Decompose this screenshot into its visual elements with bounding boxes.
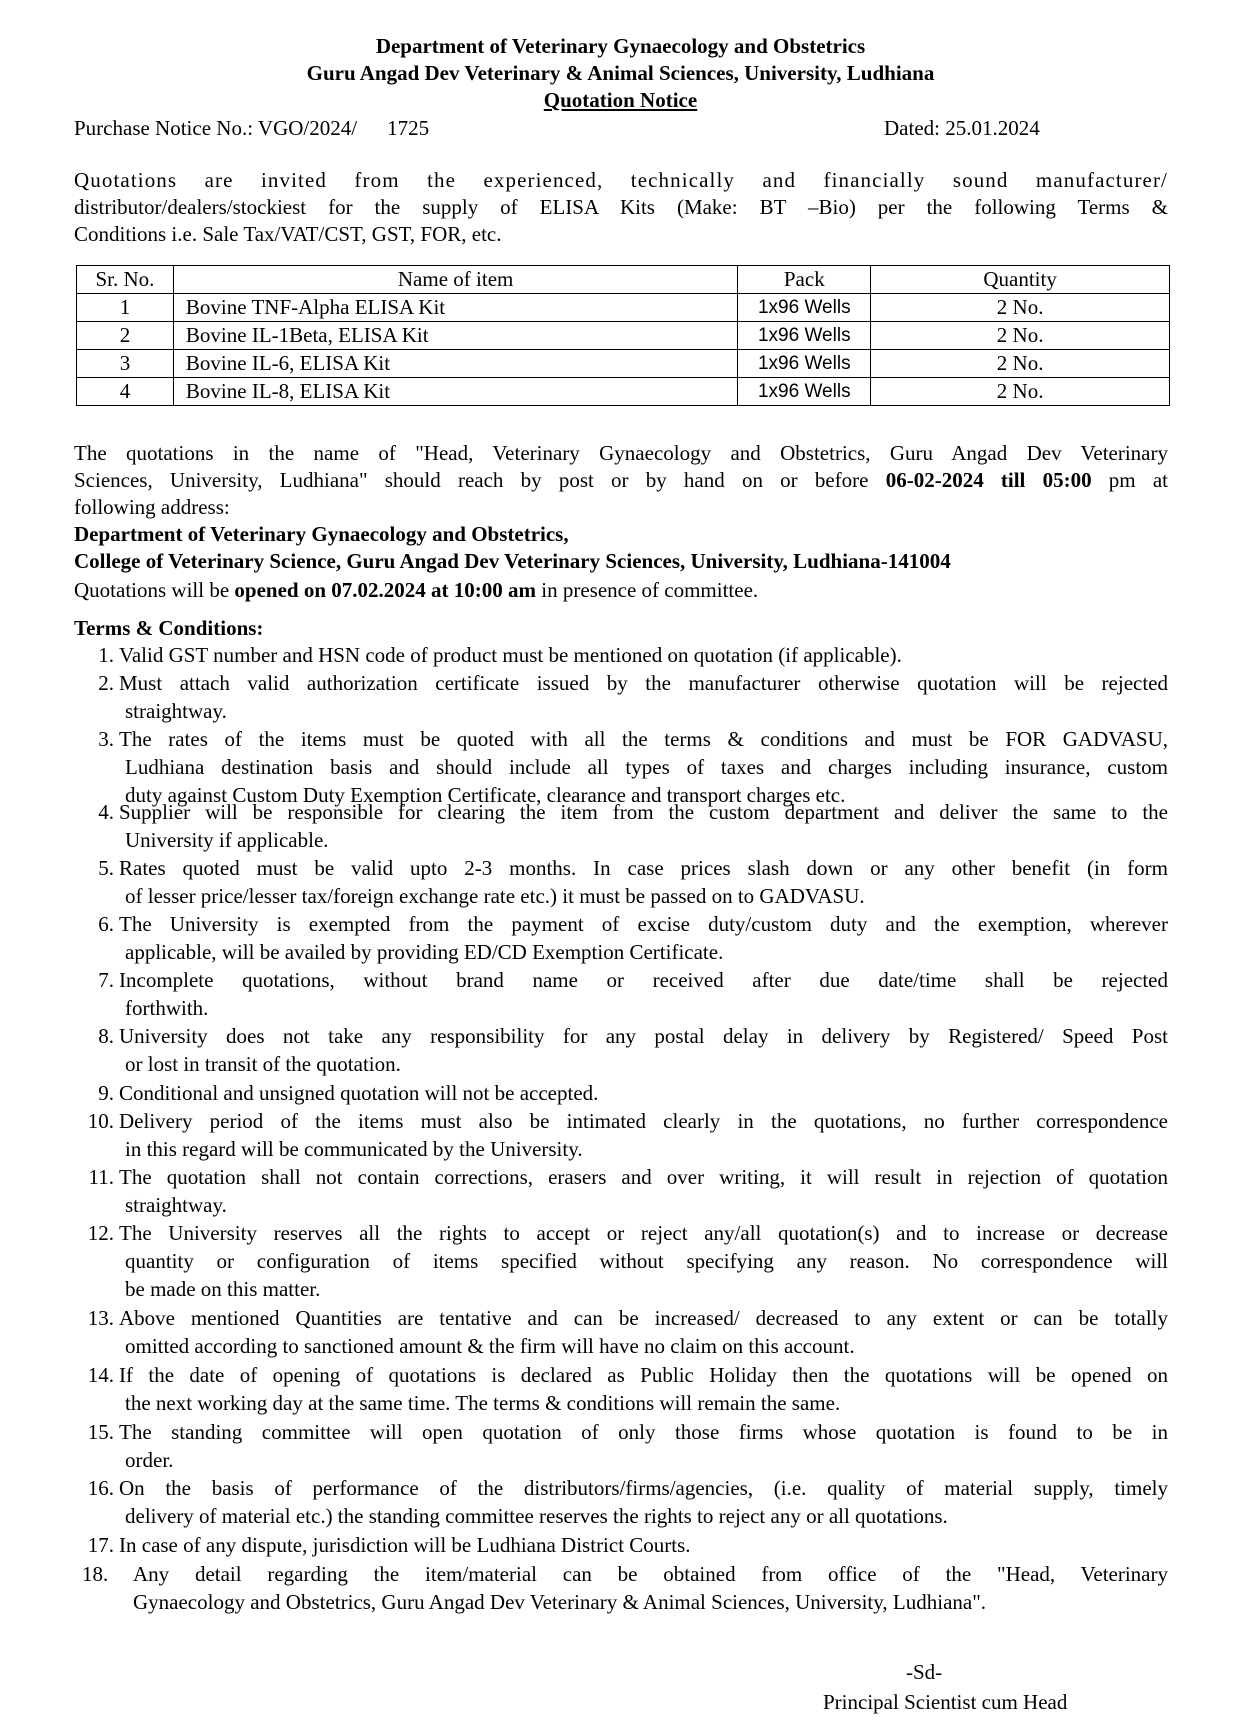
quantity-cell: 2 No. — [871, 322, 1170, 350]
term-number: 5. — [98, 856, 114, 880]
sr-no-cell: 4 — [77, 378, 174, 406]
term-number: 10. — [87, 1109, 114, 1133]
department-heading: Department of Veterinary Gynaecology and Obstetrics — [375, 34, 866, 58]
term-number: 16. — [87, 1476, 114, 1500]
table-row — [77, 350, 1170, 378]
term-line: In case of any dispute, jurisdiction will be Ludhiana District Courts. — [119, 1533, 691, 1557]
address-line: College of Veterinary Science, Guru Angad Dev Veterinary Sciences, University, Ludhiana-141004 — [74, 549, 951, 573]
deadline-text: 06-02-2024 till 05:00 — [885, 468, 1092, 492]
term-number: 6. — [98, 912, 114, 936]
term-number: 18. — [82, 1562, 109, 1586]
term-line: straightway. — [125, 699, 227, 723]
term-number: 12. — [87, 1221, 114, 1245]
term-line: Above mentioned Quantities are tentative and can be increased/ decreased to any extent or can be totally — [119, 1306, 1168, 1330]
term-line: The University reserves all the rights to accept or reject any/all quotation(s) and to increase or decrease — [119, 1221, 1168, 1245]
term-number: 8. — [98, 1024, 114, 1048]
item-name-cell: Bovine IL-1Beta, ELISA Kit — [173, 322, 737, 350]
term-line: The rates of the items must be quoted with all the terms & conditions and must be FOR GADVASU, — [119, 727, 1168, 751]
pack-cell: 1x96 Wells — [738, 378, 871, 406]
submission-line: The quotations in the name of "Head, Veterinary Gynaecology and Obstetrics, Guru Angad Dev Veterinary — [74, 441, 1168, 465]
term-line: Incomplete quotations, without brand name or received after due date/time shall be rejected — [119, 968, 1168, 992]
items-table — [76, 265, 1170, 406]
term-line: quantity or configuration of items specified without specifying any reason. No correspondence will — [125, 1249, 1168, 1273]
sr-no-cell: 2 — [77, 322, 174, 350]
submission-line: following address: — [74, 495, 230, 519]
pack-cell: 1x96 Wells — [738, 294, 871, 322]
table-row — [77, 294, 1170, 322]
term-line: Conditional and unsigned quotation will not be accepted. — [119, 1081, 599, 1105]
term-line: in this regard will be communicated by the University. — [125, 1137, 583, 1161]
intro-line: distributor/dealers/stockiest for the supply of ELISA Kits (Make: BT –Bio) per the following Terms & — [74, 195, 1168, 219]
opening-line: Quotations will be opened on 07.02.2024 at 10:00 am in presence of committee. — [74, 578, 759, 602]
column-header: Pack — [738, 266, 871, 294]
quantity-cell: 2 No. — [871, 294, 1170, 322]
intro-line: Conditions i.e. Sale Tax/VAT/CST, GST, FOR, etc. — [74, 222, 502, 246]
intro-line: Quotations are invited from the experienced, technically and financially sound manufacturer/ — [74, 168, 1168, 192]
term-line: Supplier will be responsible for clearing the item from the custom department and deliver the same to the — [119, 800, 1168, 824]
term-line: The standing committee will open quotation of only those firms whose quotation is found to be in — [119, 1420, 1168, 1444]
term-line: of lesser price/lesser tax/foreign exchange rate etc.) it must be passed on to GADVASU. — [125, 884, 865, 908]
sr-no-cell: 1 — [77, 294, 174, 322]
term-line: The quotation shall not contain corrections, erasers and over writing, it will result in rejection of quotation — [119, 1165, 1168, 1189]
term-number: 13. — [87, 1306, 114, 1330]
table-header-row — [77, 266, 1170, 294]
university-heading: Guru Angad Dev Veterinary & Animal Sciences, University, Ludhiana — [306, 61, 935, 85]
address-line: Department of Veterinary Gynaecology and Obstetrics, — [74, 522, 569, 546]
term-line: University does not take any responsibility for any postal delay in delivery by Registered/ Speed Post — [119, 1024, 1168, 1048]
quantity-cell: 2 No. — [871, 350, 1170, 378]
term-line: The University is exempted from the payment of excise duty/custom duty and the exemption, wherever — [119, 912, 1168, 936]
term-number: 9. — [98, 1081, 114, 1105]
term-line: straightway. — [125, 1193, 227, 1217]
quantity-cell: 2 No. — [871, 378, 1170, 406]
term-line: be made on this matter. — [125, 1277, 321, 1301]
term-line: Any detail regarding the item/material can be obtained from office of the "Head, Veterinary — [133, 1562, 1168, 1586]
term-number: 4. — [98, 800, 114, 824]
term-number: 1. — [98, 643, 114, 667]
notice-number: 1725 — [387, 116, 430, 140]
table-row — [77, 322, 1170, 350]
item-name-cell: Bovine IL-6, ELISA Kit — [173, 350, 737, 378]
term-number: 17. — [87, 1533, 114, 1557]
submission-line: Sciences, University, Ludhiana" should reach by post or by hand on or before 06-02-2024 till 05:00 pm at — [74, 468, 1168, 492]
term-line: duty against Custom Duty Exemption Certificate, clearance and transport charges etc. — [125, 783, 846, 807]
term-line: forthwith. — [125, 996, 209, 1020]
term-line: or lost in transit of the quotation. — [125, 1052, 401, 1076]
term-line: Ludhiana destination basis and should include all types of taxes and charges including insurance, custom — [125, 755, 1168, 779]
term-line: order. — [125, 1448, 174, 1472]
sr-no-cell: 3 — [77, 350, 174, 378]
term-number: 11. — [88, 1165, 114, 1189]
term-number: 2. — [98, 671, 114, 695]
item-name-cell: Bovine TNF-Alpha ELISA Kit — [173, 294, 737, 322]
column-header: Name of item — [173, 266, 737, 294]
column-header: Quantity — [871, 266, 1170, 294]
term-number: 3. — [98, 727, 114, 751]
term-line: Must attach valid authorization certificate issued by the manufacturer otherwise quotation will be rejected — [119, 671, 1168, 695]
table-row — [77, 378, 1170, 406]
term-line: Rates quoted must be valid upto 2-3 months. In case prices slash down or any other benefit (in form — [119, 856, 1168, 880]
term-number: 15. — [87, 1420, 114, 1444]
term-line: delivery of material etc.) the standing committee reserves the rights to reject any or all quotations. — [125, 1504, 948, 1528]
term-number: 7. — [98, 968, 114, 992]
purchase-notice-number: Purchase Notice No.: VGO/2024/ 1725 — [74, 116, 430, 140]
signature-sd: -Sd- — [906, 1660, 943, 1684]
signature-designation: Principal Scientist cum Head — [823, 1690, 1068, 1714]
term-number: 14. — [87, 1363, 114, 1387]
terms-heading: Terms & Conditions: — [74, 616, 264, 640]
pack-cell: 1x96 Wells — [738, 350, 871, 378]
term-line: Valid GST number and HSN code of product must be mentioned on quotation (if applicable). — [119, 643, 902, 667]
item-name-cell: Bovine IL-8, ELISA Kit — [173, 378, 737, 406]
term-line: If the date of opening of quotations is declared as Public Holiday then the quotations will be opened on — [119, 1363, 1168, 1387]
column-header: Sr. No. — [77, 266, 174, 294]
term-line: University if applicable. — [125, 828, 329, 852]
notice-title: Quotation Notice — [543, 88, 698, 112]
term-line: Gynaecology and Obstetrics, Guru Angad Dev Veterinary & Animal Sciences, University, Ludhiana". — [133, 1590, 987, 1614]
term-line: the next working day at the same time. The terms & conditions will remain the same. — [125, 1391, 841, 1415]
term-line: omitted according to sanctioned amount & the firm will have no claim on this account. — [125, 1334, 855, 1358]
pack-cell: 1x96 Wells — [738, 322, 871, 350]
notice-date: Dated: 25.01.2024 — [884, 116, 1040, 140]
opening-date-text: opened on 07.02.2024 at 10:00 am — [234, 578, 536, 602]
term-line: Delivery period of the items must also be intimated clearly in the quotations, no further correspondence — [119, 1109, 1168, 1133]
term-line: On the basis of performance of the distributors/firms/agencies, (i.e. quality of material supply, timely — [119, 1476, 1168, 1500]
term-line: applicable, will be availed by providing ED/CD Exemption Certificate. — [125, 940, 724, 964]
